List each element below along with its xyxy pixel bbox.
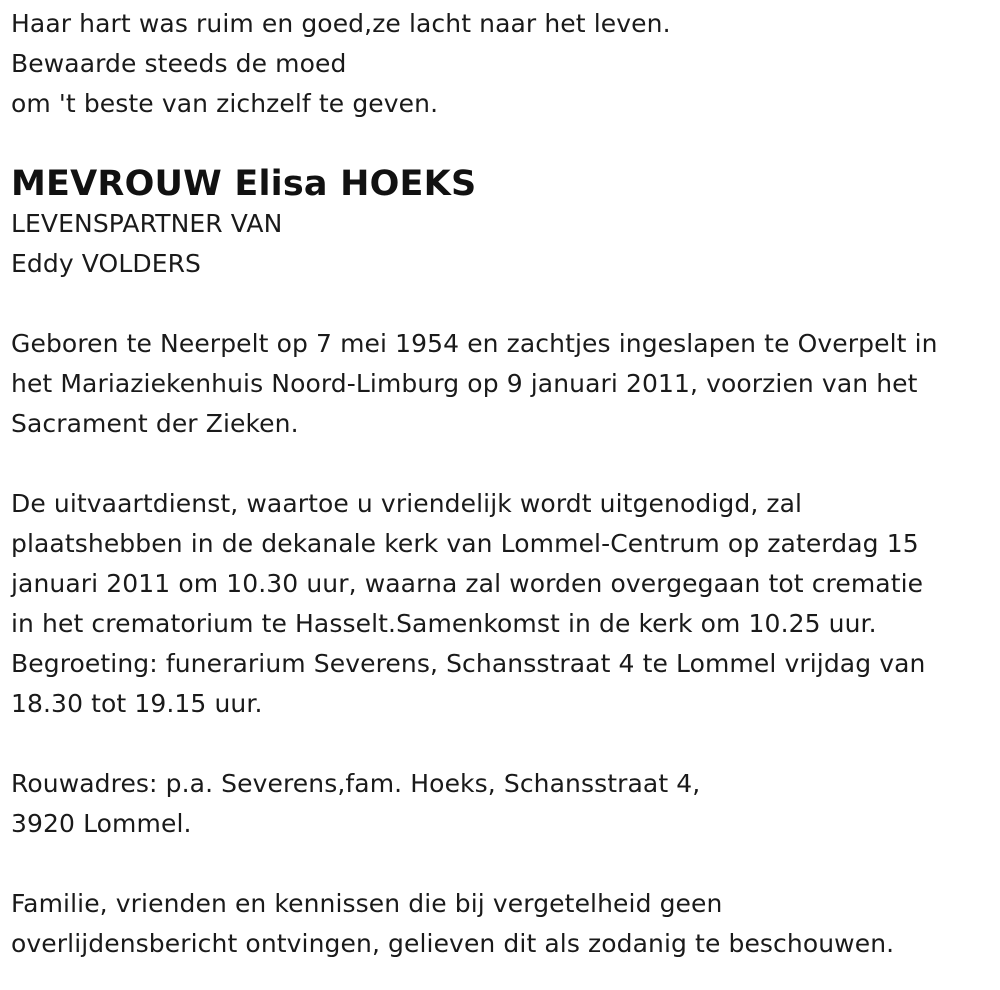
paragraph-line: Sacrament der Zieken. [11, 409, 299, 438]
spacer [11, 124, 991, 164]
paragraph-line: het Mariaziekenhuis Noord-Limburg op 9 januari 2011, voorzien van het [11, 369, 918, 398]
address-line: Rouwadres: p.a. Severens,fam. Hoeks, Schansstraat 4, [11, 769, 701, 798]
birth-death-paragraph [11, 324, 991, 444]
deceased-name: MEVROUW Elisa HOEKS [11, 164, 477, 204]
notice-line: Familie, vrienden en kennissen die bij vergetelheid geen [11, 889, 723, 918]
spacer [11, 844, 991, 884]
paragraph-line: januari 2011 om 10.30 uur, waarna zal worden overgegaan tot crematie [11, 569, 924, 598]
obituary-document [11, 4, 991, 964]
partner-name: Eddy VOLDERS [11, 249, 202, 278]
paragraph-line: in het crematorium te Hasselt.Samenkomst in de kerk om 10.25 uur. [11, 609, 877, 638]
poem-line: Haar hart was ruim en goed,ze lacht naar het leven. [11, 9, 671, 38]
paragraph-line: 18.30 tot 19.15 uur. [11, 689, 263, 718]
poem [11, 4, 991, 124]
paragraph-line: plaatshebben in de dekanale kerk van Lommel-Centrum op zaterdag 15 [11, 529, 919, 558]
poem-line: om 't beste van zichzelf te geven. [11, 89, 439, 118]
notice-line: overlijdensbericht ontvingen, gelieven dit als zodanig te beschouwen. [11, 929, 895, 958]
address-line: 3920 Lommel. [11, 809, 192, 838]
paragraph-line: Begroeting: funerarium Severens, Schansstraat 4 te Lommel vrijdag van [11, 649, 926, 678]
paragraph-line: De uitvaartdienst, waartoe u vriendelijk wordt uitgenodigd, zal [11, 489, 803, 518]
closing-notice [11, 884, 991, 964]
relation-label: LEVENSPARTNER VAN [11, 209, 283, 238]
deceased-block [11, 164, 991, 284]
service-paragraph [11, 484, 991, 724]
paragraph-line: Geboren te Neerpelt op 7 mei 1954 en zachtjes ingeslapen te Overpelt in [11, 329, 938, 358]
spacer [11, 284, 991, 324]
spacer [11, 444, 991, 484]
poem-line: Bewaarde steeds de moed [11, 49, 347, 78]
spacer [11, 724, 991, 764]
mourning-address [11, 764, 991, 844]
